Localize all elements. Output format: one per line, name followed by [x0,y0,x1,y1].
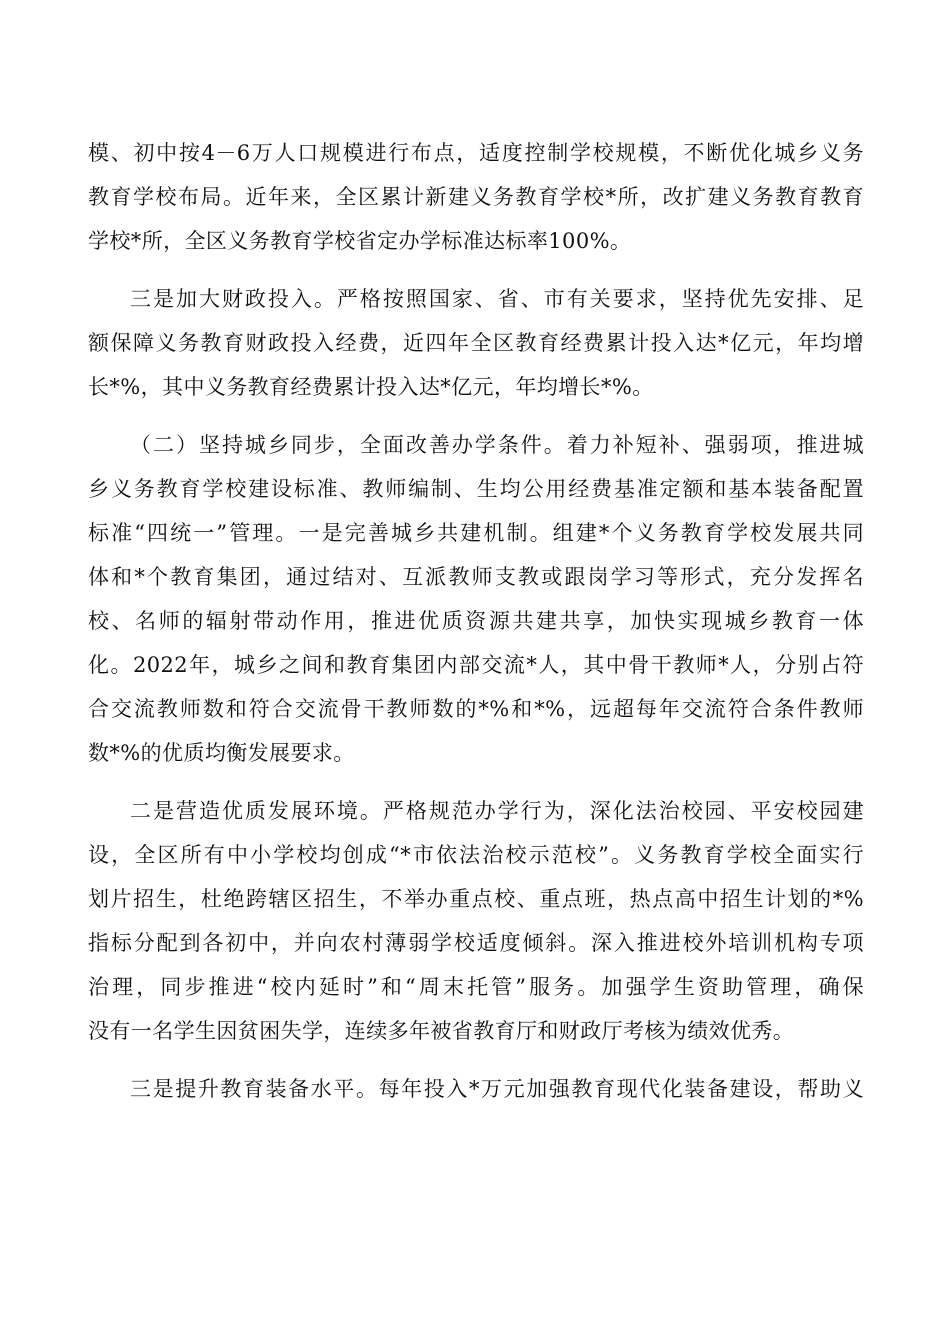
text-line: 标准“四统一”管理。一是完善城乡共建机制。组建*个义务教育学校发展共同 [88,521,864,545]
text-line: 学校*所，全区义务教育学校省定办学标准达标率100%。 [88,229,632,253]
text-line: （二）坚持城乡同步，全面改善办学条件。着力补短补、强弱项，推进城 [130,433,864,457]
text-line: 三是提升教育装备水平。每年投入*万元加强教育现代化装备建设，帮助义 [130,1077,864,1101]
text-line: 二是营造优质发展环境。严格规范办学行为，深化法治校园、平安校园建 [130,799,864,823]
text-line: 没有一名学生因贫困失学，连续多年被省教育厅和财政厅考核为绩效优秀。 [88,1019,795,1043]
text-line: 模、初中按4－6万人口规模进行布点，适度控制学校规模，不断优化城乡义务 [88,141,864,165]
text-line: 指标分配到各初中，并向农村薄弱学校适度倾斜。深入推进校外培训机构专项 [88,931,864,955]
text-line: 额保障义务教育财政投入经费，近四年全区教育经费累计投入达*亿元，年均增 [88,331,864,355]
paragraph-2 [88,277,864,409]
text-line: 划片招生，杜绝跨辖区招生，不举办重点校、重点班，热点高中招生计划的*% [88,887,864,911]
text-line: 三是加大财政投入。严格按照国家、省、市有关要求，坚持优先安排、足 [130,287,864,311]
paragraph-1 [88,131,864,263]
text-line: 合交流教师数和符合交流骨干教师数的*%和*%，远超每年交流符合条件教师 [88,697,864,721]
paragraph-4 [88,789,864,1053]
paragraph-3 [88,423,864,775]
text-line: 数*%的优质均衡发展要求。 [88,741,355,765]
text-line: 治理，同步推进“校内延时”和“周末托管”服务。加强学生资助管理，确保 [88,975,864,999]
text-line: 化。2022年，城乡之间和教育集团内部交流*人，其中骨干教师*人，分别占符 [88,653,864,677]
text-line: 乡义务教育学校建设标准、教师编制、生均公用经费基准定额和基本装备配置 [88,477,864,501]
text-line: 设，全区所有中小学校均创成“*市依法治校示范校”。义务教育学校全面实行 [88,843,864,867]
text-line: 长*%，其中义务教育经费累计投入达*亿元，年均增长*%。 [88,375,654,399]
text-line: 体和*个教育集团，通过结对、互派教师支教或跟岗学习等形式，充分发挥名 [88,565,864,589]
text-line: 教育学校布局。近年来，全区累计新建义务教育学校*所，改扩建义务教育教育 [88,185,864,209]
paragraph-5 [88,1067,864,1111]
text-line: 校、名师的辐射带动作用，推进优质资源共建共享，加快实现城乡教育一体 [88,609,864,633]
document-body [88,131,864,1125]
